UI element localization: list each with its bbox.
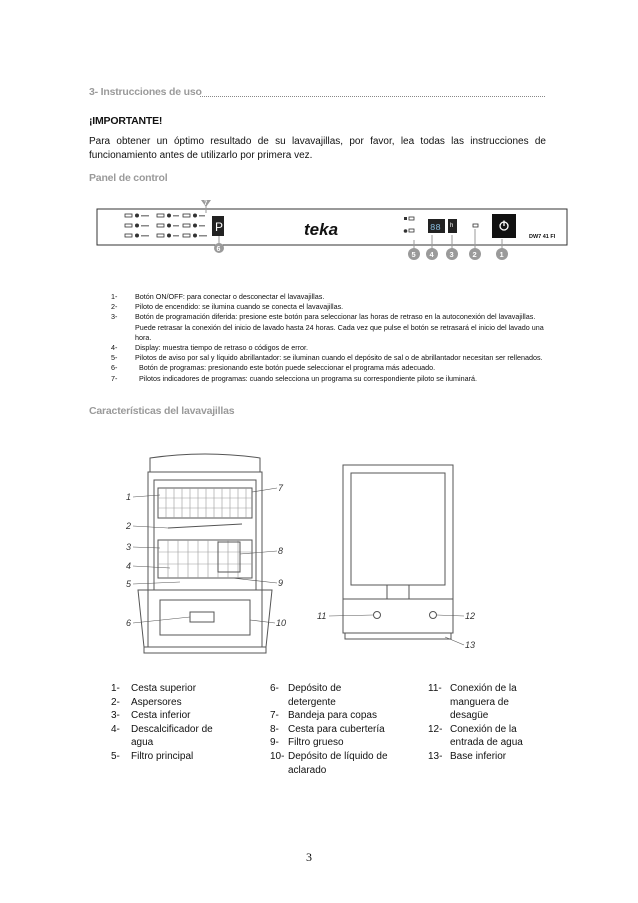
features-heading: Características del lavavajillas [89,405,235,417]
page-number: 3 [306,850,312,864]
diagram-label-12: 12 [465,611,476,621]
features-column-3 [428,682,538,764]
list-item: 13- Base inferior [428,750,507,762]
important-heading: ¡IMPORTANTE! [89,115,163,127]
diagram-label-1: 1 [126,492,132,502]
brand-logo-text: teka [304,220,339,239]
intro-paragraph: Para obtener un óptimo resultado de su lavavajillas, por favor, lea todas las instrucciones de funcionamiento antes de utilizarlo por primera vez. [89,136,546,161]
list-item: 3- Cesta inferior [111,710,191,722]
list-item: 7- Bandeja para copas [270,710,377,722]
list-item: 6- Depósito de detergente [270,683,342,708]
dishwasher-front-svg [120,450,295,660]
list-item: 8- Cesta para cubertería [270,723,385,735]
diagram-label-6: 6 [126,618,132,628]
dishwasher-back-illustration [315,455,485,650]
control-panel-diagram [95,193,569,263]
list-item: 3- Botón de programación diferida: presione este botón para seleccionar las horas de retraso en la autoconexión del lavavajillas. Puede retrasar la conexión del inicio de lavado hasta 24 horas. Cada vez que pulse el botón se retrasará el inicio del lavado una hora. [111,312,544,342]
diagram-label-7: 7 [278,483,284,493]
delay-button-label: h [450,223,454,229]
panel-heading: Panel de control [89,172,168,184]
callout-1: 1 [499,250,504,259]
list-item: 10- Depósito de líquido de aclarado [270,750,388,776]
features-column-1 [111,682,231,764]
list-item: 5- Pilotos de aviso por sal y líquido abrillantador: se iluminan cuando el depósito de sal o de abrillantador necesitan ser rellenados. [111,353,543,363]
list-item: 2- Aspersores [111,696,182,708]
list-item: 11- Conexión de la manguera de desagüe [428,683,517,722]
dishwasher-back-svg [315,455,485,650]
diagram-label-2: 2 [126,521,132,531]
list-item: 9- Filtro grueso [270,737,344,749]
control-panel-svg [95,193,569,263]
callout-3: 3 [449,250,454,259]
list-item: 5- Filtro principal [111,750,194,762]
diagram-label-11: 11 [317,611,327,621]
section-rule [200,96,545,97]
diagram-label-13: 13 [465,640,476,650]
callout-2: 2 [472,250,477,259]
list-item: 12- Conexión de la entrada de agua [428,723,523,749]
dishwasher-front-illustration [120,450,295,660]
list-item: 4- Descalcificador de agua [111,723,213,749]
list-item: 2- Piloto de encendido: se ilumina cuando se conecta el lavavajillas. [111,302,344,312]
diagram-label-4: 4 [126,561,132,571]
display-value: 88 [430,223,441,233]
model-label: DW7 41 FI [529,234,556,240]
list-item: 1- Cesta superior [111,683,197,694]
diagram-label-8: 8 [278,546,284,556]
program-key-label: P [215,220,224,234]
callout-6: 6 [216,246,221,253]
list-item: 4- Display: muestra tiempo de retraso o códigos de error. [111,343,308,353]
diagram-label-3: 3 [126,542,132,552]
panel-items-list [111,292,551,384]
list-item: 7- Pilotos indicadores de programas: cuando selecciona un programa su correspondiente piloto se iluminará. [111,373,478,383]
diagram-label-9: 9 [278,578,284,588]
section-title: 3- Instrucciones de uso [89,86,202,98]
features-column-2 [270,682,400,777]
callout-5: 5 [411,250,416,259]
callout-7: 7 [204,201,208,207]
list-item: 6- Botón de programas: presionando este botón puede seleccionar el programa más adecuado. [111,363,436,373]
diagram-label-5: 5 [126,579,132,589]
callout-4: 4 [429,250,434,259]
list-item: 1- Botón ON/OFF: para conectar o desconectar el lavavajillas. [111,292,325,301]
diagram-label-10: 10 [276,618,287,628]
